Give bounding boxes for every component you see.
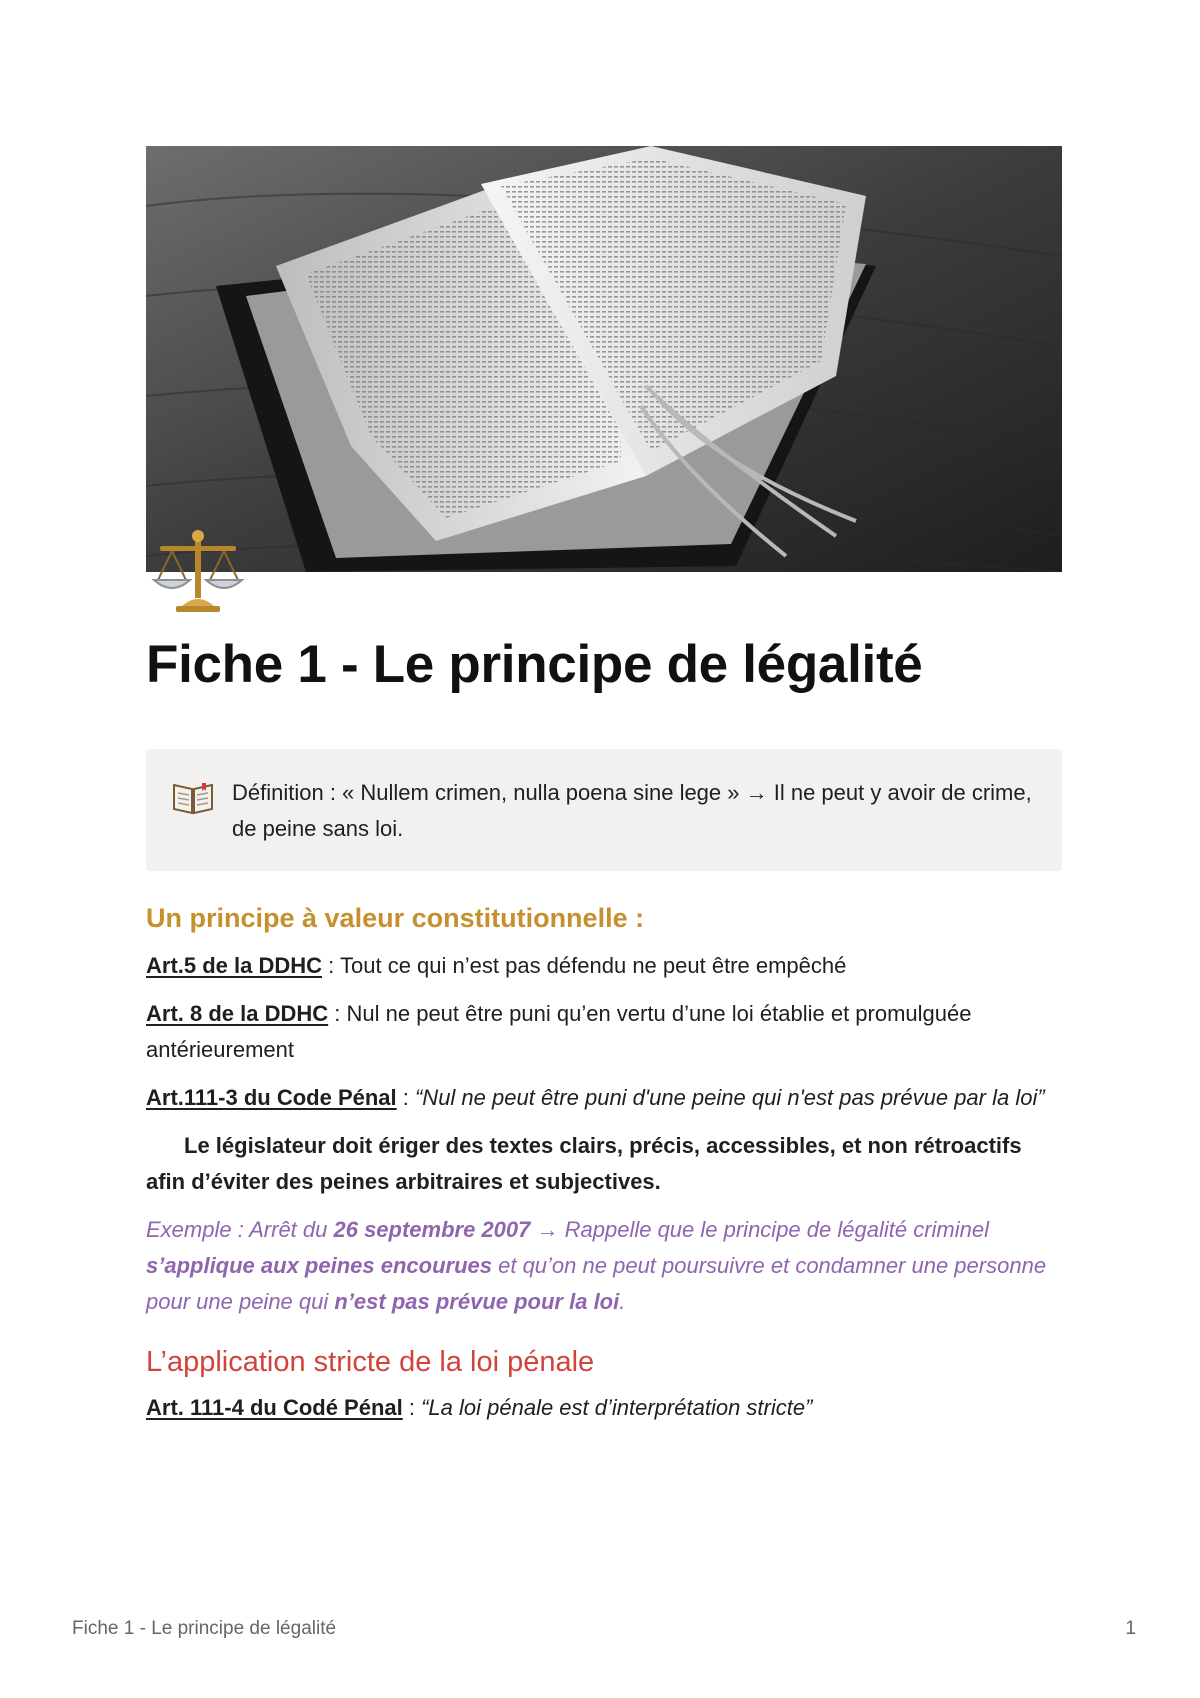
example-text: . — [619, 1289, 626, 1314]
article-reference: Art. 8 de la DDHC — [146, 1001, 329, 1026]
article-ddhc-8 — [146, 996, 1066, 1068]
separator: : — [396, 1085, 415, 1110]
article-quote: “La loi pénale est d’interprétation stricte” — [421, 1395, 813, 1420]
example-text: et qu’on ne peut poursuivre et condamner une personne pour une peine qui — [146, 1253, 1047, 1314]
footer-page-number: 1 — [1125, 1618, 1136, 1639]
page-title: Fiche 1 - Le principe de légalité — [146, 635, 923, 694]
separator: : — [402, 1395, 422, 1420]
article-quote: “Nul ne peut être puni d'une peine qui n'est pas prévue par la loi” — [414, 1085, 1045, 1110]
example-text: → Rappelle que le principe de légalité criminel — [530, 1217, 989, 1242]
definition-text: Définition : « Nullem crimen, nulla poena sine lege » → Il ne peut y avoir de crime, de peine sans loi. — [232, 780, 1032, 841]
legislator-emphasis: Le législateur doit ériger des textes clairs, précis, accessibles, et non rétroactifs afin d’éviter des peines arbitraires et subjectives. — [146, 1133, 1022, 1194]
section-heading-strict-application: L’application stricte de la loi pénale — [146, 1346, 595, 1378]
main-content — [146, 898, 1066, 1438]
open-book-icon — [172, 781, 214, 815]
definition-callout — [146, 749, 1062, 871]
article-ddhc-5 — [146, 948, 1066, 984]
section-heading-constitutional: Un principe à valeur constitutionnelle : — [146, 903, 645, 933]
cover-image — [146, 146, 1062, 572]
article-text: Nul ne peut être puni qu’en vertu d’une loi établie et promulguée antérieurement — [146, 1001, 972, 1062]
separator: : — [328, 1001, 347, 1026]
separator: : — [322, 953, 340, 978]
balance-scale-icon — [150, 528, 246, 616]
article-text: Tout ce qui n’est pas défendu ne peut être empêché — [340, 953, 847, 978]
example-text: Exemple : Arrêt du — [146, 1217, 334, 1242]
example-highlight: n’est pas prévue pour la loi — [334, 1289, 620, 1314]
article-reference: Art. 111-4 du Codé Pénal — [146, 1395, 403, 1420]
article-reference: Art.111-3 du Code Pénal — [146, 1085, 397, 1110]
example-highlight: s’applique aux peines encourues — [146, 1253, 492, 1278]
footer-title: Fiche 1 - Le principe de légalité — [72, 1618, 337, 1639]
open-book-photo — [146, 146, 1062, 572]
article-cp-111-3 — [146, 1080, 1066, 1116]
example-date: 26 septembre 2007 — [333, 1217, 531, 1242]
article-cp-111-4 — [146, 1390, 1066, 1426]
example-paragraph — [146, 1212, 1066, 1320]
article-reference: Art.5 de la DDHC — [146, 953, 323, 978]
